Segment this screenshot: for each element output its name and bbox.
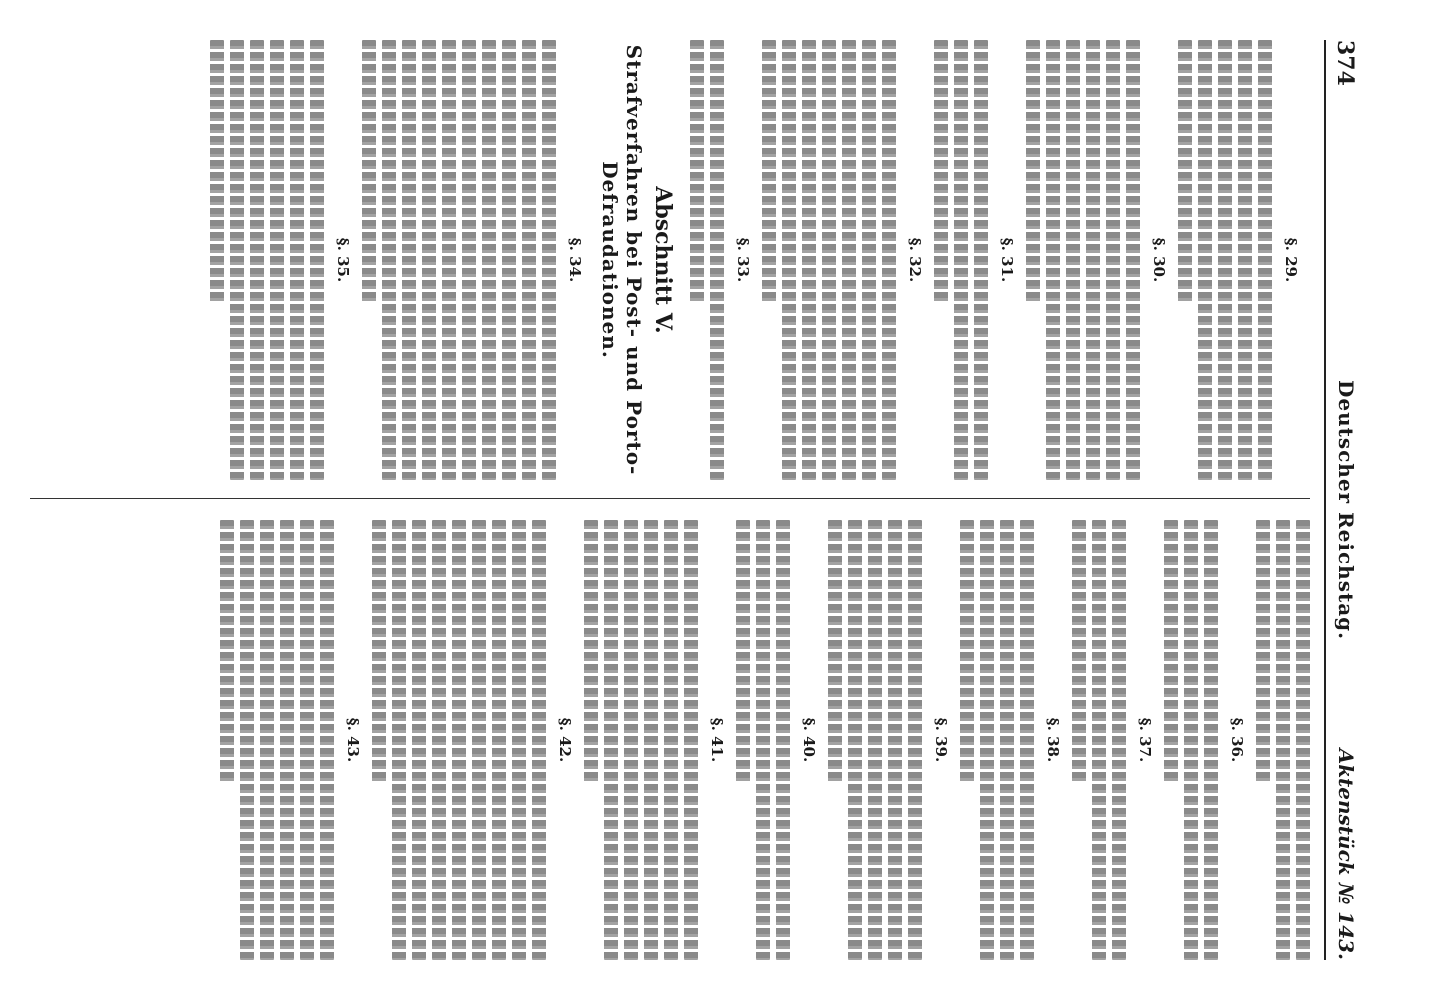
section-43: §. 43. bbox=[344, 717, 362, 763]
section-33: §. 33. bbox=[734, 237, 752, 283]
section-35: §. 35. bbox=[334, 237, 352, 283]
right-column bbox=[30, 520, 1310, 960]
paragraph bbox=[1178, 40, 1272, 480]
paragraph bbox=[584, 520, 698, 960]
paragraph bbox=[828, 520, 922, 960]
left-column bbox=[30, 40, 1310, 480]
paragraph bbox=[210, 40, 324, 480]
page-header bbox=[1324, 40, 1362, 960]
section-36: §. 36. bbox=[1228, 717, 1246, 763]
paragraph bbox=[1072, 520, 1126, 960]
page-number: 374 bbox=[1332, 40, 1358, 86]
paragraph bbox=[220, 520, 334, 960]
section-31: §. 31. bbox=[998, 237, 1016, 283]
section-40: §. 40. bbox=[800, 717, 818, 763]
paragraph bbox=[762, 40, 896, 480]
paragraph bbox=[1026, 40, 1140, 480]
document-number: Aktenstück № 143. bbox=[1334, 748, 1358, 960]
section-29: §. 29. bbox=[1282, 237, 1300, 283]
section-39: §. 39. bbox=[932, 717, 950, 763]
paragraph bbox=[372, 520, 546, 960]
paragraph bbox=[960, 520, 1034, 960]
paragraph bbox=[362, 40, 556, 480]
paragraph bbox=[736, 520, 790, 960]
section-heading: Abschnitt V. bbox=[650, 186, 676, 334]
section-37: §. 37. bbox=[1136, 717, 1154, 763]
paragraph bbox=[934, 40, 988, 480]
section-subheading: Strafverfahren bei Post- und Porto-Defraudationen. bbox=[598, 44, 646, 476]
section-41: §. 41. bbox=[708, 717, 726, 763]
section-42: §. 42. bbox=[556, 717, 574, 763]
paragraph bbox=[690, 40, 724, 480]
paragraph bbox=[1164, 520, 1218, 960]
section-30: §. 30. bbox=[1150, 237, 1168, 283]
section-34: §. 34. bbox=[566, 237, 584, 283]
page-title: Deutscher Reichstag. bbox=[1334, 380, 1358, 641]
paragraph bbox=[1256, 520, 1310, 960]
section-32: §. 32. bbox=[906, 237, 924, 283]
column-divider bbox=[30, 498, 1310, 499]
section-38: §. 38. bbox=[1044, 717, 1062, 763]
